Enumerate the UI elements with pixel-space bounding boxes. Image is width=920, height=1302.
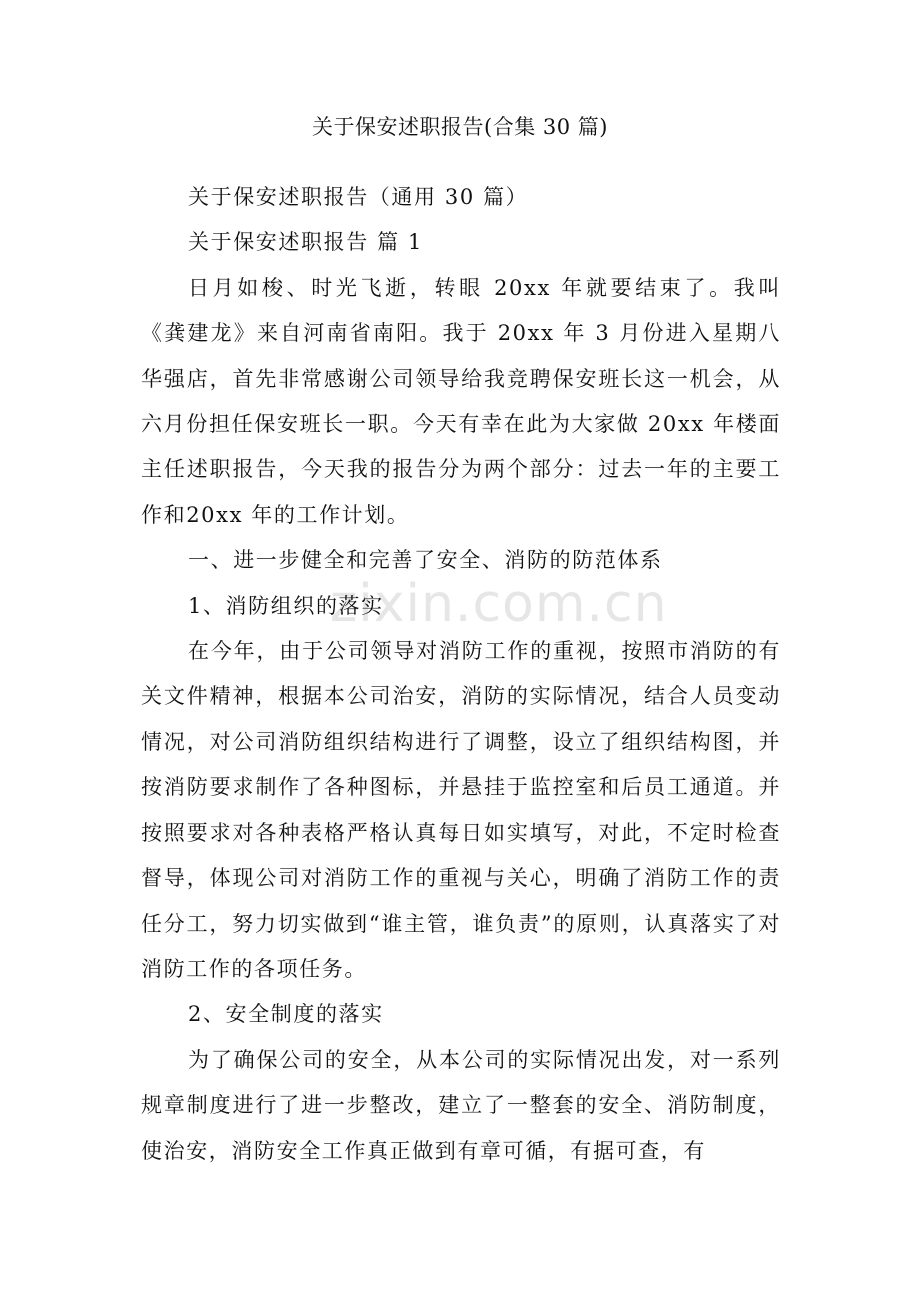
- paragraph: 日月如梭、时光飞逝，转眼 20xx 年就要结束了。我叫《龚建龙》来自河南省南阳。我于 20xx 年 3 月份进入星期八华强店，首先非常感谢公司领导给我竞聘保安班长这一机会，从六月份担任保安班长一职。今天有幸在此为大家做 20xx 年楼面主任述职报告，今天我的报告分为两个部分：过去一年的主要工作和20xx 年的工作计划。: [141, 275, 781, 527]
- heading-one: 一、进一步健全和完善了安全、消防的防范体系: [188, 548, 663, 573]
- subtitle: 关于保安述职报告（通用 30 篇）: [188, 185, 529, 209]
- document-body: [141, 175, 781, 1174]
- subheading-fire-organization: 1、消防组织的落实: [188, 593, 384, 618]
- document-title: 关于保安述职报告(合集 30 篇): [312, 115, 608, 139]
- paragraph: 在今年，由于公司领导对消防工作的重视，按照市消防的有关文件精神，根据本公司治安，消防的实际情况，结合人员变动情况，对公司消防组织结构进行了调整，设立了组织结构图，并按消防要求制作了各种图标，并悬挂于监控室和后员工通道。并按照要求对各种表格严格认真每日如实填写，对此，不定时检查督导，体现公司对消防工作的重视与关心，明确了消防工作的责任分工，努力切实做到“谁主管，谁负责”的原则，认真落实了对消防工作的各项任务。: [141, 639, 781, 981]
- subheading-safety-system: 2、安全制度的落实: [188, 1002, 384, 1027]
- watermark: zixin.com.cn: [330, 574, 668, 634]
- paragraph: 为了确保公司的安全，从本公司的实际情况出发，对一系列规章制度进行了进一步整改，建立了一整套的安全、消防制度，使治安，消防安全工作真正做到有章可循，有据可查，有: [141, 1047, 781, 1163]
- section-heading: 关于保安述职报告 篇 1: [188, 230, 423, 255]
